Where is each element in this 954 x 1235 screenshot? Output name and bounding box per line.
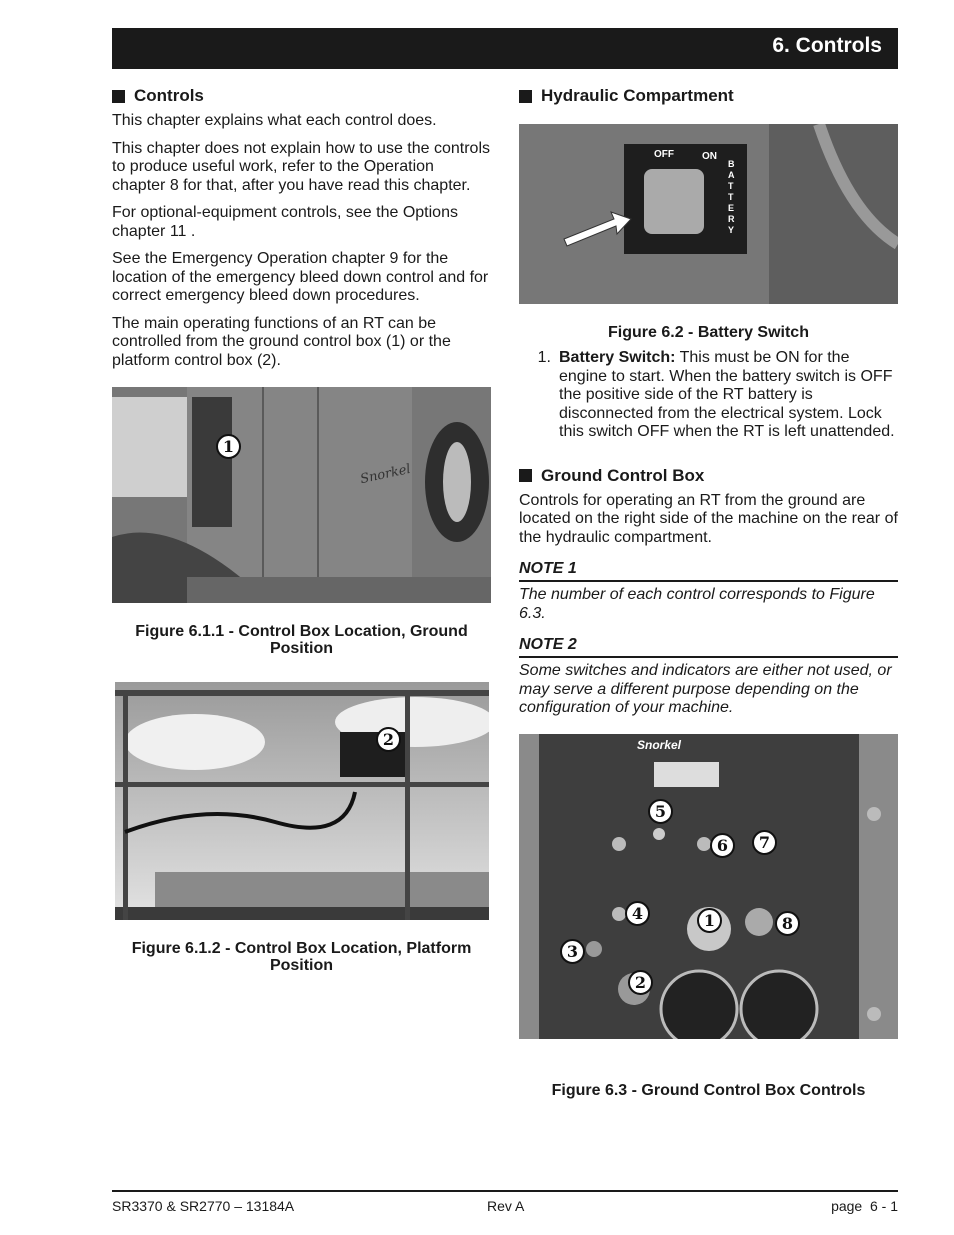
paragraph: This chapter explains what each control does. <box>112 112 437 129</box>
controls-heading <box>112 86 491 106</box>
snorkel-logo: Snorkel <box>637 737 682 752</box>
ground-control-box-heading-text: Ground Control Box <box>541 465 705 485</box>
right-column <box>519 86 898 1099</box>
callout-2: 2 <box>376 727 401 752</box>
left-column <box>112 86 491 974</box>
figure-battery-switch-photo <box>519 124 898 304</box>
off-label: OFF <box>654 149 674 160</box>
callout-1: 1 <box>216 434 241 459</box>
figure-caption: Figure 6.2 - Battery Switch <box>608 324 809 341</box>
note-1-body: The number of each control corresponds to Figure 6.3. <box>519 586 875 622</box>
paragraph: Controls for operating an RT from the ground are located on the right side of the machine on the rear of the hydraulic compartment. <box>519 491 898 546</box>
list-number: 1. <box>537 349 551 366</box>
paragraph: See the Emergency Operation chapter 9 for the location of the emergency bleed down control and for correct emergency bleed down procedures. <box>112 250 489 304</box>
hydraulic-compartment-heading-text: Hydraulic Compartment <box>541 86 734 105</box>
footer-divider <box>112 1190 898 1192</box>
ground-box-photo-illustration <box>112 387 491 603</box>
figure-caption: Figure 6.1.1 - Control Box Location, Ground Position <box>135 623 468 657</box>
square-bullet-icon <box>112 90 125 103</box>
square-bullet-icon <box>519 90 532 103</box>
callout-3: 3 <box>560 939 585 964</box>
callout-7: 7 <box>752 830 777 855</box>
paragraph: The main operating functions of an RT can be controlled from the ground control box (1) or the platform control box (2). <box>112 314 451 369</box>
paragraph: For optional-equipment controls, see the Options chapter 11 . <box>112 204 458 240</box>
platform-box-photo-illustration <box>115 682 489 920</box>
callout-6: 6 <box>710 833 735 858</box>
square-bullet-icon <box>519 469 532 482</box>
controls-heading-text: Controls <box>134 86 204 105</box>
list-label: Battery Switch: <box>559 349 676 366</box>
callout-5: 5 <box>648 799 673 824</box>
footer-document-id: SR3370 & SR2770 – 13184A <box>112 1198 295 1214</box>
note-2-title: NOTE 2 <box>519 636 898 658</box>
note-1-title: NOTE 1 <box>519 560 898 582</box>
paragraph: This chapter does not explain how to use the controls to produce useful work, refer to the Operation chapter 8 for that, after you have read this chapter. <box>112 139 490 194</box>
callout-1: 1 <box>697 908 722 933</box>
figure-caption: Figure 6.1.2 - Control Box Location, Platform Position <box>131 940 472 974</box>
hydraulic-compartment-heading <box>519 86 898 106</box>
figure-ground-control-box-photo <box>112 387 491 603</box>
page-title: 6. Controls <box>772 34 882 57</box>
footer-page-number: page 6 - 1 <box>831 1198 898 1214</box>
callout-2: 2 <box>628 970 653 995</box>
figure-platform-control-box-photo <box>115 682 489 920</box>
ground-control-box-heading <box>519 466 898 486</box>
battery-label: BATTERY <box>728 159 735 235</box>
snorkel-logo: Snorkel <box>358 461 413 488</box>
list-body: This must be ON for the engine to start. When the battery switch is OFF the positive side of the RT battery is disconnected from the electrical system. Lock this switch OFF when the RT is left unattended. <box>559 349 895 440</box>
list-item-battery-switch <box>519 349 898 442</box>
figure-caption: Figure 6.3 - Ground Control Box Controls <box>551 1081 866 1099</box>
header-bar <box>112 28 898 69</box>
on-label: ON <box>702 151 717 162</box>
figure-ground-control-box-photo <box>519 734 898 1039</box>
callout-8: 8 <box>775 911 800 936</box>
footer-revision: Rev A <box>487 1198 525 1214</box>
ground-control-panel-illustration <box>519 734 898 1039</box>
note-2-body: Some switches and indicators are either not used, or may serve a different purpose depending on the configuration of your machine. <box>519 662 892 716</box>
callout-4: 4 <box>625 901 650 926</box>
list-text <box>559 349 898 442</box>
